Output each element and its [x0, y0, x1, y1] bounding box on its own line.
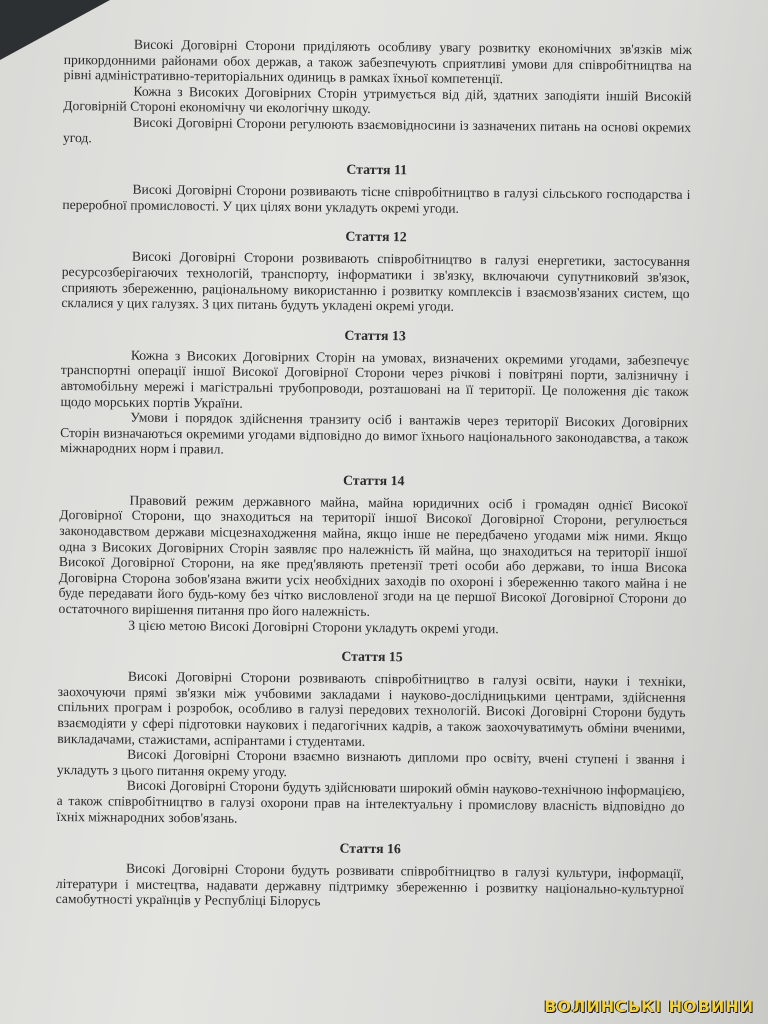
document-text	[56, 36, 692, 913]
article-14-paragraph-2: З цією метою Високі Договірні Сторони укладуть окремі угоди.	[128, 617, 499, 636]
article-11-paragraph-1: Високі Договірні Сторони розвивають тісне співробітництво в галузі сільського господарства і переробної промисловості. У цих цілях вони укладуть окремі угоди.	[62, 181, 691, 216]
article-14-heading: Стаття 14	[342, 472, 405, 489]
article-15-paragraph-3: Високі Договірні Сторони будуть здійснювати широкий обмін науково-технічною інформацією, а також співробітництво в галузі охорони прав на інтелектуальну і промислову власність відповідно до їхніх міжнародних зобов'язань.	[56, 778, 685, 826]
article-16-heading: Стаття 16	[339, 840, 401, 857]
intro-paragraph-2: Кожна з Високих Договірних Сторін утримується від дій, здатних заподіяти іншій Високій Договірній Стороні економічну чи екологічну шкоду.	[63, 83, 692, 117]
article-13-paragraph-1: Кожна з Високих Договірних Сторін на умовах, визначених окремими угодами, забезпечує транспортні операції іншої Високої Договірної Сторони через річкові і повітряні порти, залізничну і автомобільну мережі і магістральні трубопроводи, розташовані на її території. Це положення діє також щодо морських портів України.	[60, 347, 689, 411]
article-14-paragraph-1: Правовий режим державного майна, майна юридичних осіб і громадян однієї Високої Договірної Сторони, що знаходиться на території іншої Високої Договірної Сторони, регулюється законодавством держави місцезнаходження майна, якщо інше не передбачено угодами між ними. Якщо одна з Високих Договірних Сторін заявляє про належність їй майна, що знаходиться на території іншої Високої Договірної Сторони, на яке пред'являють претензії треті особи або держави, то інша Висока Договірна Сторона зобов'язана вжити усіх необхідних заходів по охороні і збереженню такого майна і не буде передавати його будь-кому без чітко висловленої згоди на це першої Високої Договірної Сторони до остаточного вирішення питання про його належність.	[58, 492, 688, 619]
intro-paragraph-3: Високі Договірні Сторони регулюють взаємовідносини із зазначених питань на основі окремих угод.	[62, 114, 692, 145]
intro-paragraph-1: Високі Договірні Сторони приділяють особливу увагу розвитку економічних зв'язків між прикордонними районами обох держав, а також забезпечують сприятливі умови для співробітництва на рівні адміністративно-територіальних одиниць в рамках їхньої компетенції.	[63, 36, 692, 87]
article-12-heading: Стаття 12	[345, 229, 407, 245]
article-11-heading: Стаття 11	[346, 161, 408, 178]
article-15-paragraph-2: Високі Договірні Сторони взаємно визнають дипломи про освіту, вчені ступені і звання і укладуть з цього питання окрему угоду.	[56, 746, 686, 779]
article-16-paragraph-1: Високі Договірні Сторони будуть розвивати співробітництво в галузі культури, інформації, літератури і мистецтва, надавати державну підтримку збереженню і розвитку національно-культурної самобутності українців у Республіці Білорусь	[55, 860, 685, 909]
article-15-paragraph-1: Високі Договірні Сторони розвивають співробітництво в галузі освіти, науки і техніки, заохочуючи прямі зв'язки між учбовими закладами і науково-дослідницькими центрами, здійснення спільних програм і розробок, особливо в галузі передових технологій. Високі Договірні Сторони будуть взаємодіяти у сфері підготовки наукових і педагогічних кадрів, а також заохочуватимуть обміни вченими, викладачами, стажистами, аспірантами і студентами.	[57, 668, 686, 749]
article-13-heading: Стаття 13	[344, 327, 406, 344]
article-15-heading: Стаття 15	[341, 648, 403, 665]
article-12-paragraph-1: Високі Договірні Сторони розвивають співробітництво в галузі енергетики, застосування ресурсозберігаючих технологій, транспорту, інформатики і зв'язку, включаючи супутниковий зв'язок, сприяють збереженню, раціональному використанню і розвитку комплексів і взаємозв'язаних систем, що склалися у цих галузях. З цих питань будуть укладені окремі угоди.	[61, 249, 690, 314]
watermark-logo: ВОЛИНСЬКІ НОВИНИ	[544, 997, 754, 1016]
article-13-paragraph-2: Умови і порядок здійснення транзиту осіб і вантажів через території Високих Договірних Сторін визначаються окремими угодами відповідно до вимог їхнього національного законодавства, а також міжнародних норм і правил.	[59, 409, 689, 457]
